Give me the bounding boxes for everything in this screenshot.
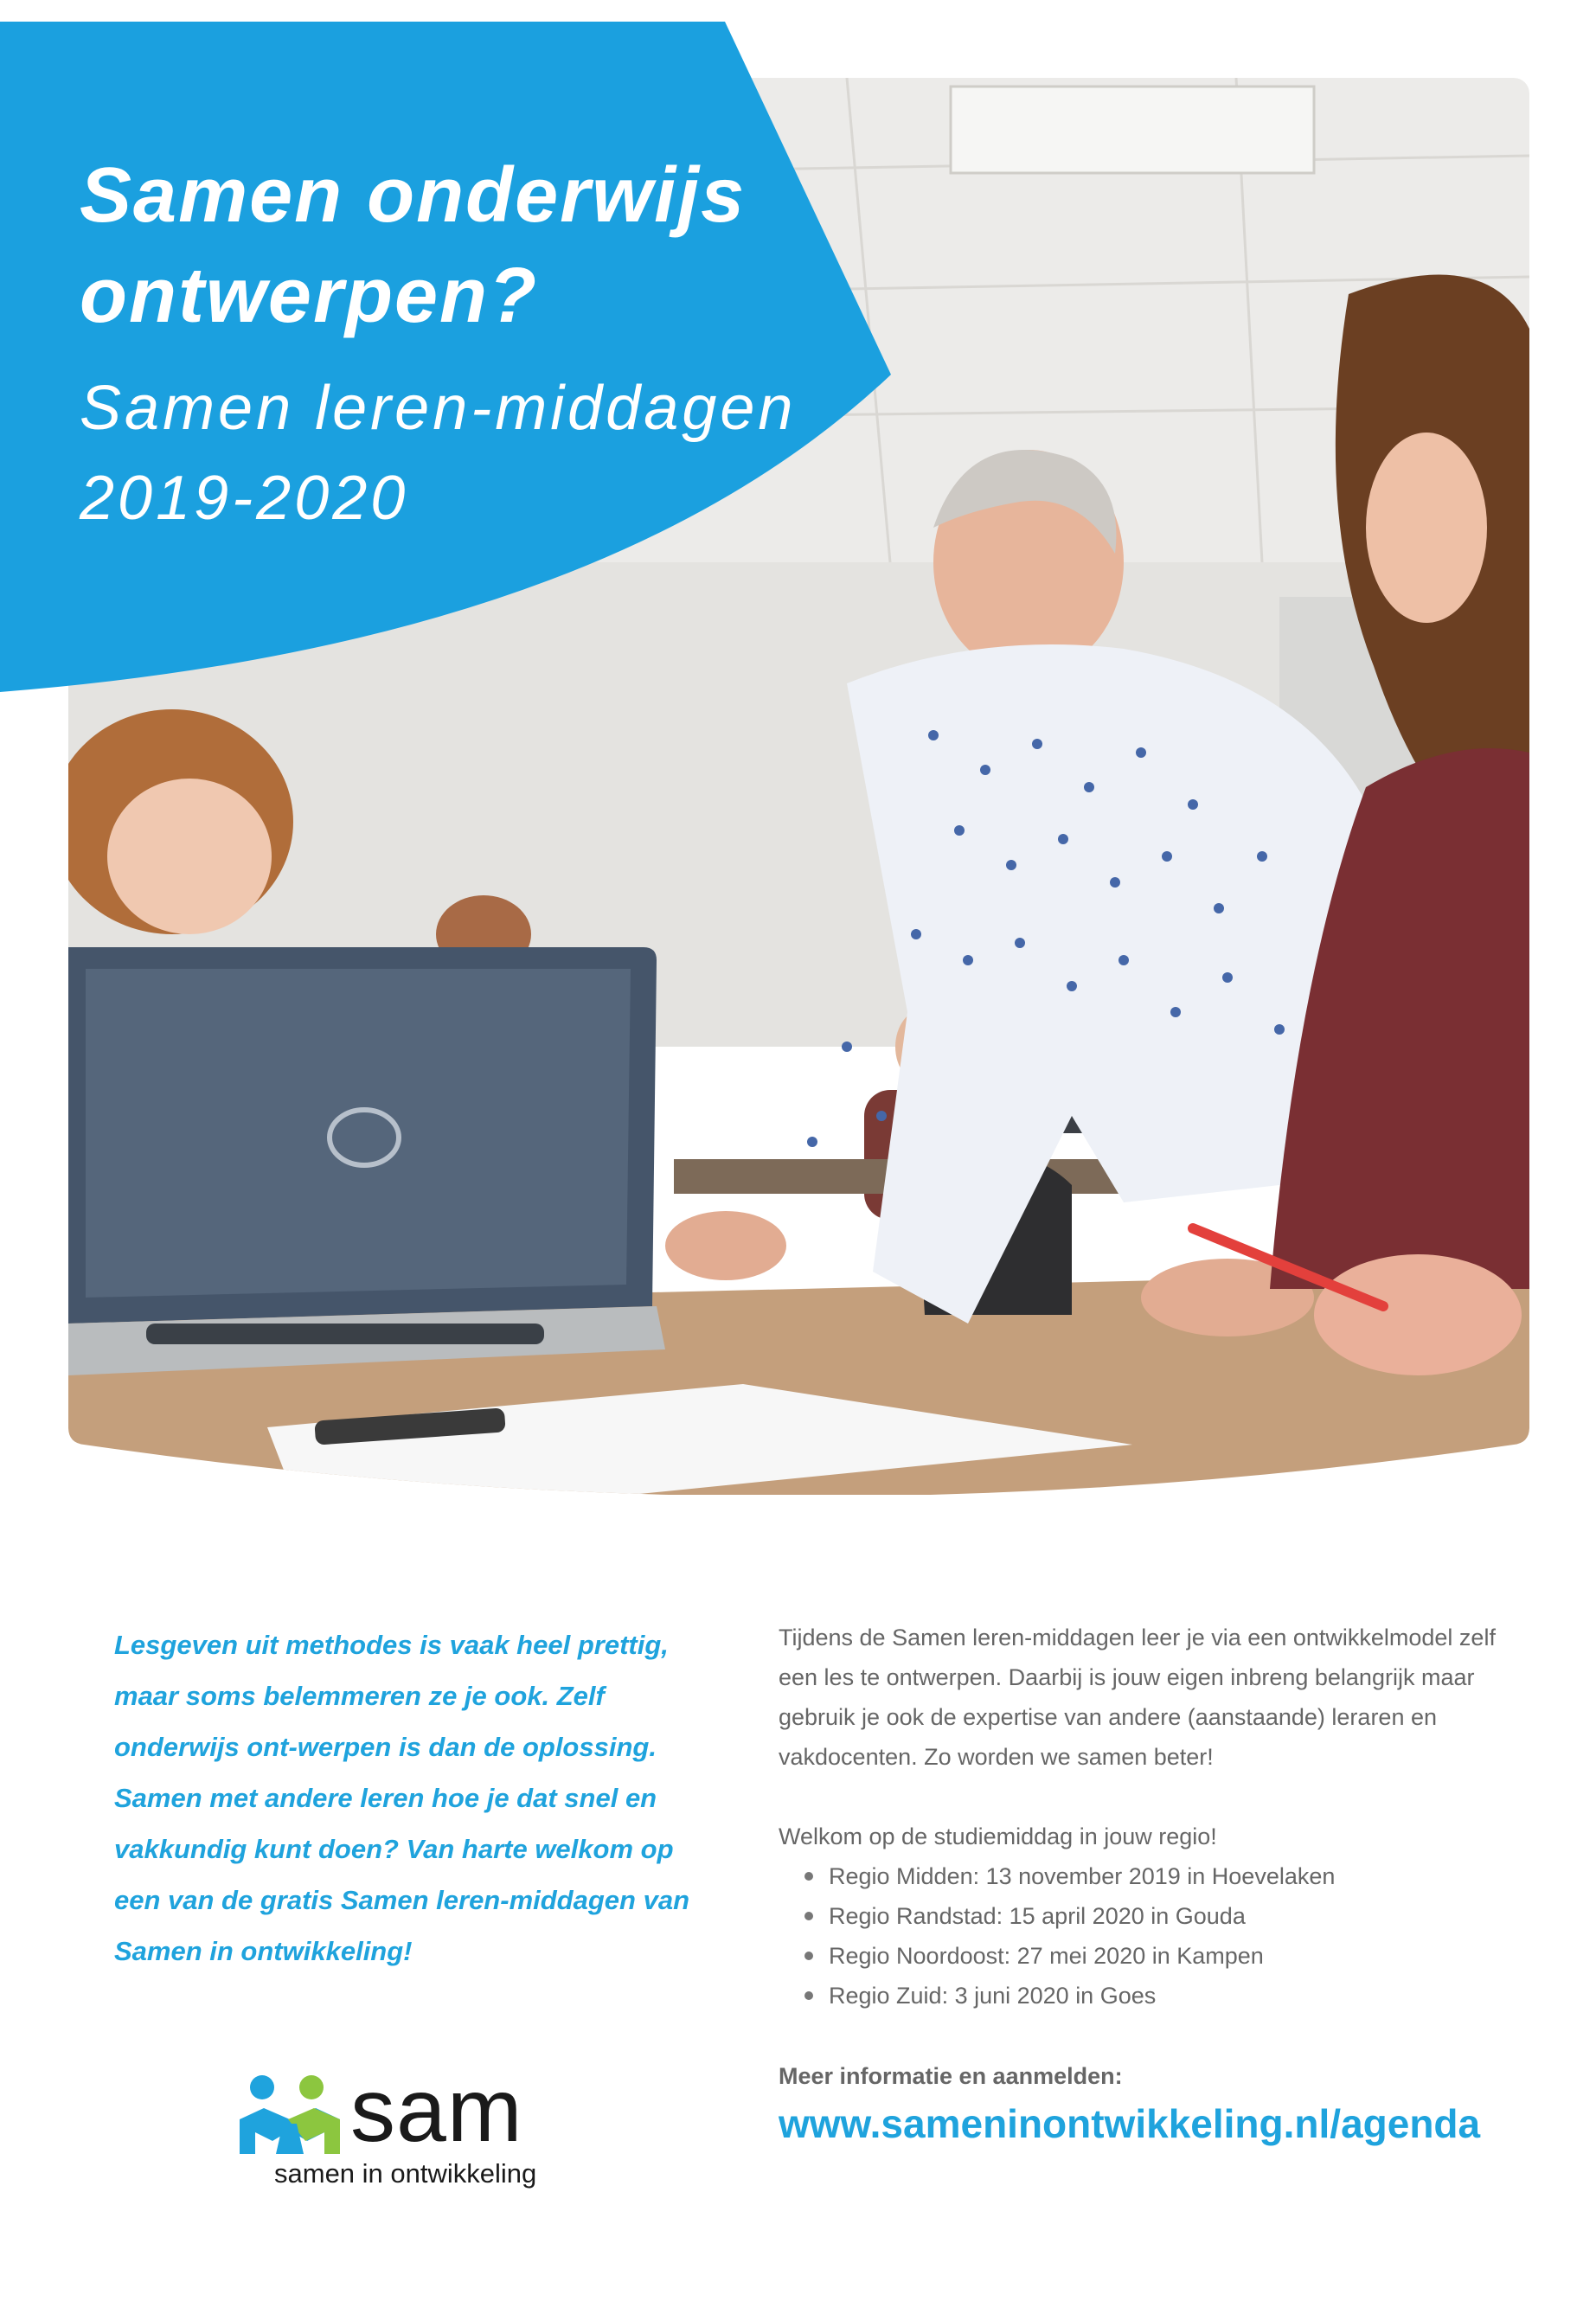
- welcome-text: Welkom op de studiemiddag in jouw regio!: [779, 1823, 1217, 1849]
- list-item: Regio Noordoost: 27 mei 2020 in Kampen: [779, 1936, 1497, 1976]
- region-list: [779, 1856, 1497, 2016]
- header-banner: [0, 22, 891, 696]
- list-item: Regio Midden: 13 november 2019 in Hoevelaken: [779, 1856, 1497, 1896]
- list-item: Regio Randstad: 15 april 2020 in Gouda: [779, 1896, 1497, 1936]
- logo-tagline: samen in ontwikkeling: [274, 2158, 537, 2189]
- info-column: [779, 1618, 1497, 2016]
- more-info-label: Meer informatie en aanmelden:: [779, 2063, 1123, 2089]
- intro-text: Lesgeven uit methodes is vaak heel prettig, maar soms belemmeren ze je ook. Zelf onderwijs ont-werpen is dan de oplossing. Samen met andere leren hoe je dat snel en vakkundig kunt doen? Van harte welkom op een van de gratis Samen leren-middagen van Samen in ontwikkeling!: [114, 1630, 690, 1966]
- page-title: Samen onderwijs ontwerpen?: [80, 152, 747, 339]
- agenda-link[interactable]: www.sameninontwikkeling.nl/agenda: [779, 2101, 1481, 2146]
- logo-word: sam: [350, 2061, 523, 2161]
- body-paragraph: Tijdens de Samen leren-middagen leer je via een ontwikkelmodel zelf een les te ontwerpen. Daarbij is jouw eigen inbreng belangrijk maar gebruik je ook de expertise van andere (aanstaande) leraren en vakdocenten. Zo worden we samen beter!: [779, 1625, 1496, 1770]
- page-subtitle: Samen leren-middagen 2019-2020: [80, 374, 797, 533]
- list-item: Regio Zuid: 3 juni 2020 in Goes: [779, 1976, 1497, 2016]
